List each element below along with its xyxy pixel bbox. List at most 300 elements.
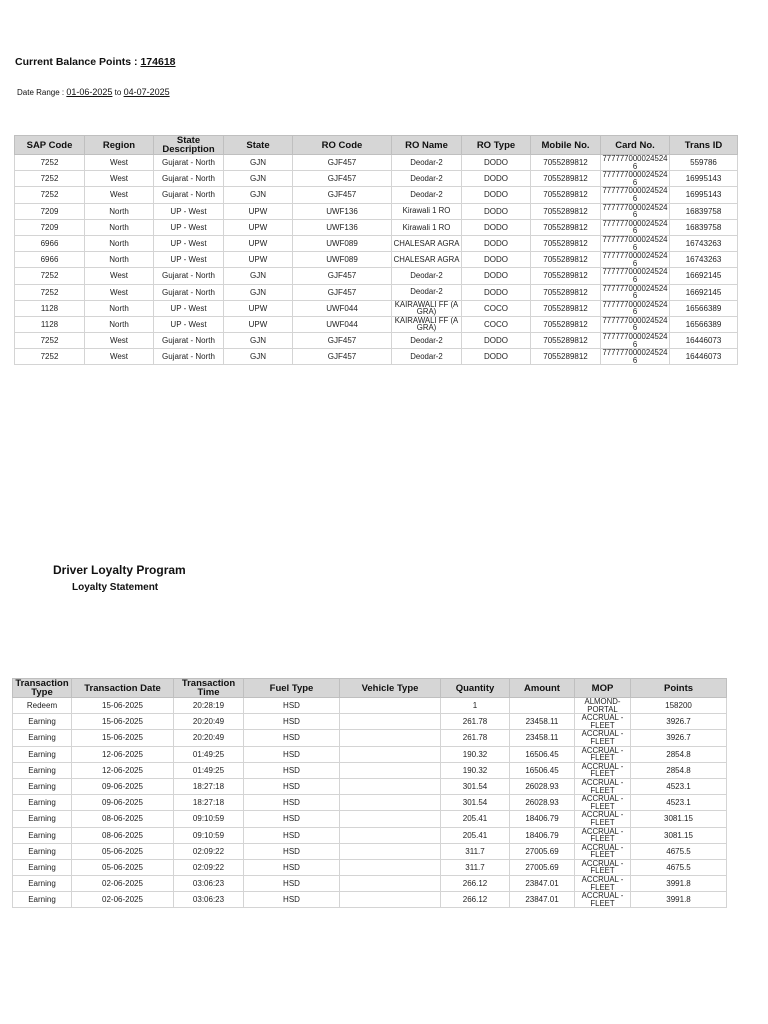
ro-table-cell: 7055289812 <box>531 316 601 332</box>
ro-table-cell: Gujarat - North <box>154 171 224 187</box>
txn-table-cell: 09-06-2025 <box>72 778 174 794</box>
ro-table-header-cell: Mobile No. <box>531 136 601 155</box>
txn-table-body <box>13 698 727 908</box>
ro-table-cell: West <box>85 268 154 284</box>
txn-table-header-cell: Quantity <box>441 679 510 698</box>
txn-table-cell: 26028.93 <box>510 795 575 811</box>
ro-table-cell: 7777770000245246 <box>602 316 668 333</box>
ro-table-cell: 16566389 <box>670 300 738 316</box>
txn-table-cell: HSD <box>244 730 340 746</box>
txn-table-cell: 02:09:22 <box>174 859 244 875</box>
ro-table-header-cell: Card No. <box>601 136 670 155</box>
txn-table-header-cell: Transaction Date <box>72 679 174 698</box>
ro-table-cell: 16692145 <box>670 268 738 284</box>
ro-table-cell: Deodar-2 <box>392 284 462 300</box>
txn-table-cell: 4675.5 <box>631 843 727 859</box>
txn-table-cell: 301.54 <box>441 795 510 811</box>
txn-table-cell: 3991.8 <box>631 876 727 892</box>
ro-table-header-cell: RO Type <box>462 136 531 155</box>
txn-table-cell: 03:06:23 <box>174 892 244 908</box>
ro-table-cell: UWF136 <box>293 219 392 235</box>
txn-table-cell: Earning <box>13 876 72 892</box>
txn-table-cell: 15-06-2025 <box>72 730 174 746</box>
loyalty-statement-table <box>12 678 727 908</box>
ro-table-header-cell: RO Name <box>392 136 462 155</box>
table-row <box>13 795 727 811</box>
ro-table-cell: DODO <box>462 219 531 235</box>
txn-table-cell: 15-06-2025 <box>72 698 174 714</box>
ro-table-cell: GJN <box>224 171 293 187</box>
table-row <box>15 235 738 251</box>
balance-label: Current Balance Points <box>15 56 132 68</box>
txn-table-cell: 205.41 <box>441 827 510 843</box>
txn-table-cell: 3081.15 <box>631 811 727 827</box>
txn-table-cell: ACCRUAL - FLEET <box>575 714 631 730</box>
ro-table-cell: 7777770000245246 <box>602 300 668 317</box>
txn-table-cell <box>340 746 441 762</box>
ro-table-body <box>15 155 738 365</box>
txn-table-cell: 190.32 <box>441 746 510 762</box>
ro-table-cell: West <box>85 155 154 171</box>
ro-table-cell: DODO <box>462 268 531 284</box>
table-row <box>13 746 727 762</box>
balance-separator: : <box>134 56 138 68</box>
ro-table-cell: UPW <box>224 219 293 235</box>
txn-table-cell: ACCRUAL - FLEET <box>575 795 631 811</box>
ro-table-cell: UP - West <box>154 203 224 219</box>
txn-table-header-cell: Vehicle Type <box>340 679 441 698</box>
ro-table-cell: 7252 <box>15 284 85 300</box>
ro-table-cell: UP - West <box>154 252 224 268</box>
ro-table-cell: 7209 <box>15 203 85 219</box>
ro-table-cell: 7252 <box>15 349 85 365</box>
ro-table-cell: 7055289812 <box>531 300 601 316</box>
ro-table-cell: Deodar-2 <box>392 268 462 284</box>
txn-table-cell: ACCRUAL - FLEET <box>575 762 631 778</box>
ro-table-cell: 7777770000245246 <box>602 203 668 220</box>
txn-table-cell: 15-06-2025 <box>72 714 174 730</box>
ro-table-cell: 7252 <box>15 333 85 349</box>
txn-table-cell: 01:49:25 <box>174 746 244 762</box>
ro-table-cell: UPW <box>224 235 293 251</box>
ro-table-header-cell: RO Code <box>293 136 392 155</box>
txn-table-cell: 09:10:59 <box>174 811 244 827</box>
table-row <box>15 187 738 203</box>
txn-table-cell: 26028.93 <box>510 778 575 794</box>
txn-table-header-row <box>13 679 727 698</box>
txn-table-cell: HSD <box>244 811 340 827</box>
txn-table-cell: ALMOND-PORTAL <box>575 698 631 714</box>
ro-table-cell: DODO <box>462 333 531 349</box>
txn-table-cell <box>340 843 441 859</box>
ro-table-cell: Gujarat - North <box>154 284 224 300</box>
ro-table-cell: UWF044 <box>293 316 392 332</box>
txn-table-cell: Earning <box>13 730 72 746</box>
ro-table-cell: 7055289812 <box>531 187 601 203</box>
ro-table-cell: 16995143 <box>670 187 738 203</box>
txn-table-cell: 4523.1 <box>631 778 727 794</box>
txn-table-cell: 23847.01 <box>510 876 575 892</box>
date-range-to: 04-07-2025 <box>123 87 170 97</box>
table-row <box>15 252 738 268</box>
ro-table-cell: 16566389 <box>670 316 738 332</box>
txn-table-cell: 266.12 <box>441 892 510 908</box>
txn-table-cell: 190.32 <box>441 762 510 778</box>
txn-table-cell: Earning <box>13 892 72 908</box>
txn-table-cell: HSD <box>244 876 340 892</box>
ro-table-cell: 7055289812 <box>531 252 601 268</box>
txn-table-cell: 4675.5 <box>631 859 727 875</box>
txn-table-cell: 08-06-2025 <box>72 811 174 827</box>
date-range-from: 01-06-2025 <box>66 87 113 97</box>
table-row <box>15 171 738 187</box>
ro-table-cell: North <box>85 235 154 251</box>
table-row <box>15 203 738 219</box>
table-row <box>15 284 738 300</box>
ro-table-cell: UWF089 <box>293 235 392 251</box>
ro-table-cell: DODO <box>462 155 531 171</box>
txn-table-header-cell: MOP <box>575 679 631 698</box>
ro-table-cell: CHALESAR AGRA <box>392 252 462 268</box>
ro-table-cell: GJF457 <box>293 333 392 349</box>
txn-table-cell: ACCRUAL - FLEET <box>575 859 631 875</box>
ro-table-cell: 16743263 <box>670 235 738 251</box>
date-range-label: Date Range : <box>17 88 65 97</box>
ro-table-cell: 7777770000245246 <box>602 170 668 187</box>
ro-table-cell: West <box>85 284 154 300</box>
ro-table-cell: 7055289812 <box>531 155 601 171</box>
ro-table-cell: DODO <box>462 349 531 365</box>
ro-table-cell: Gujarat - North <box>154 333 224 349</box>
ro-table-header-cell: State Description <box>154 136 224 155</box>
txn-table-cell: 09:10:59 <box>174 827 244 843</box>
table-row <box>13 730 727 746</box>
txn-table-cell: ACCRUAL - FLEET <box>575 843 631 859</box>
ro-table-cell: 16446073 <box>670 333 738 349</box>
txn-table-cell: ACCRUAL - FLEET <box>575 811 631 827</box>
ro-table-cell: DODO <box>462 252 531 268</box>
ro-table-cell: 7777770000245246 <box>602 284 668 301</box>
txn-table-cell: 23458.11 <box>510 730 575 746</box>
ro-table-cell: North <box>85 219 154 235</box>
ro-table-cell: CHALESAR AGRA <box>392 235 462 251</box>
table-row <box>13 843 727 859</box>
statement-title: Loyalty Statement <box>72 582 159 593</box>
txn-table-cell: ACCRUAL - FLEET <box>575 778 631 794</box>
txn-table-cell <box>340 827 441 843</box>
txn-table-cell: 23847.01 <box>510 892 575 908</box>
txn-table-cell: Earning <box>13 714 72 730</box>
txn-table-cell: Earning <box>13 762 72 778</box>
txn-table-cell: 2854.8 <box>631 762 727 778</box>
txn-table-cell: Earning <box>13 811 72 827</box>
ro-table-cell: UP - West <box>154 316 224 332</box>
ro-table-cell: 1128 <box>15 316 85 332</box>
txn-table-cell <box>340 698 441 714</box>
ro-table-header-cell: State <box>224 136 293 155</box>
ro-table-cell: DODO <box>462 284 531 300</box>
ro-table-cell: Gujarat - North <box>154 268 224 284</box>
ro-table-cell: West <box>85 333 154 349</box>
txn-table-cell: Redeem <box>13 698 72 714</box>
txn-table-cell <box>340 714 441 730</box>
txn-table-cell: 02:09:22 <box>174 843 244 859</box>
txn-table-header-cell: Fuel Type <box>244 679 340 698</box>
ro-table-cell: 7777770000245246 <box>602 235 668 252</box>
ro-table-cell: GJN <box>224 268 293 284</box>
ro-table-cell: GJN <box>224 333 293 349</box>
txn-table-cell <box>340 859 441 875</box>
txn-table-cell: 261.78 <box>441 730 510 746</box>
txn-table-cell: 23458.11 <box>510 714 575 730</box>
ro-transactions-table <box>14 135 738 365</box>
table-row <box>13 811 727 827</box>
ro-table-cell: 7055289812 <box>531 349 601 365</box>
table-row <box>13 892 727 908</box>
txn-table-cell: 12-06-2025 <box>72 746 174 762</box>
table-row <box>13 698 727 714</box>
ro-table-cell: 7777770000245246 <box>602 154 668 171</box>
ro-table-cell: 7777770000245246 <box>602 186 668 203</box>
txn-table-cell: Earning <box>13 843 72 859</box>
ro-table-cell: UP - West <box>154 300 224 316</box>
txn-table-cell: 27005.69 <box>510 859 575 875</box>
ro-table-cell: 7252 <box>15 268 85 284</box>
txn-table-cell: HSD <box>244 762 340 778</box>
txn-table-cell: 16506.45 <box>510 746 575 762</box>
table-row <box>13 762 727 778</box>
ro-table-header-cell: SAP Code <box>15 136 85 155</box>
ro-table-cell: COCO <box>462 316 531 332</box>
txn-table-header-cell: Transaction Type <box>13 679 72 698</box>
ro-table-cell: 7252 <box>15 155 85 171</box>
txn-table-cell: 205.41 <box>441 811 510 827</box>
ro-table-cell: GJN <box>224 155 293 171</box>
ro-table-cell: UWF089 <box>293 252 392 268</box>
txn-table-cell: ACCRUAL - FLEET <box>575 827 631 843</box>
ro-table-header-cell: Trans ID <box>670 136 738 155</box>
ro-table-cell: DODO <box>462 235 531 251</box>
txn-table-header-cell: Transaction Time <box>174 679 244 698</box>
ro-table-cell: Gujarat - North <box>154 187 224 203</box>
txn-table-cell: ACCRUAL - FLEET <box>575 892 631 908</box>
ro-table-cell: 7055289812 <box>531 268 601 284</box>
txn-table-header-cell: Amount <box>510 679 575 698</box>
txn-table-cell: HSD <box>244 714 340 730</box>
ro-table-header-row <box>15 136 738 155</box>
ro-table-cell: North <box>85 252 154 268</box>
txn-table-cell <box>340 892 441 908</box>
txn-table-cell: HSD <box>244 795 340 811</box>
txn-table-cell: 05-06-2025 <box>72 859 174 875</box>
ro-table-cell: 7055289812 <box>531 171 601 187</box>
ro-table-cell: 6966 <box>15 252 85 268</box>
ro-table-cell: GJF457 <box>293 284 392 300</box>
table-row <box>13 827 727 843</box>
txn-table-cell: 3926.7 <box>631 714 727 730</box>
txn-table-cell: 09-06-2025 <box>72 795 174 811</box>
txn-table-cell: HSD <box>244 778 340 794</box>
ro-table-cell: UP - West <box>154 235 224 251</box>
table-row <box>13 876 727 892</box>
ro-table-cell: COCO <box>462 300 531 316</box>
txn-table-cell <box>340 778 441 794</box>
txn-table-cell: 12-06-2025 <box>72 762 174 778</box>
table-row <box>15 219 738 235</box>
table-row <box>15 333 738 349</box>
table-row <box>15 349 738 365</box>
ro-table-cell: West <box>85 171 154 187</box>
txn-table-cell: 18406.79 <box>510 811 575 827</box>
txn-table-cell <box>340 730 441 746</box>
txn-table-cell: 05-06-2025 <box>72 843 174 859</box>
txn-table-cell: 18406.79 <box>510 827 575 843</box>
txn-table-cell: HSD <box>244 892 340 908</box>
ro-table-cell: 16692145 <box>670 284 738 300</box>
txn-table-cell: 03:06:23 <box>174 876 244 892</box>
ro-table-cell: 7055289812 <box>531 333 601 349</box>
table-row <box>13 859 727 875</box>
table-row <box>13 714 727 730</box>
table-row <box>15 300 738 316</box>
txn-table-cell <box>340 795 441 811</box>
ro-table-cell: GJF457 <box>293 268 392 284</box>
ro-table-cell: GJF457 <box>293 349 392 365</box>
ro-table-cell: UPW <box>224 203 293 219</box>
txn-table-cell: HSD <box>244 859 340 875</box>
txn-table-cell: 261.78 <box>441 714 510 730</box>
ro-table-cell: DODO <box>462 171 531 187</box>
txn-table-cell: ACCRUAL - FLEET <box>575 876 631 892</box>
ro-table-cell: 7777770000245246 <box>602 219 668 236</box>
ro-table-cell: GJN <box>224 284 293 300</box>
txn-table-cell <box>340 876 441 892</box>
txn-table-cell: 266.12 <box>441 876 510 892</box>
ro-table-cell: 16839758 <box>670 203 738 219</box>
balance-value: 174618 <box>140 56 176 68</box>
table-row <box>13 778 727 794</box>
txn-table-cell: 02-06-2025 <box>72 876 174 892</box>
txn-table-cell: HSD <box>244 746 340 762</box>
date-range-to-word: to <box>114 88 122 97</box>
ro-table-cell: 7252 <box>15 171 85 187</box>
ro-table-cell: UP - West <box>154 219 224 235</box>
ro-table-cell: West <box>85 187 154 203</box>
ro-table-cell: GJF457 <box>293 155 392 171</box>
txn-table-cell: 2854.8 <box>631 746 727 762</box>
ro-table-cell: DODO <box>462 187 531 203</box>
ro-table-cell: UWF136 <box>293 203 392 219</box>
ro-table-header-cell: Region <box>85 136 154 155</box>
txn-table-cell: Earning <box>13 746 72 762</box>
txn-table-cell: 3991.8 <box>631 892 727 908</box>
ro-table-cell: 16446073 <box>670 349 738 365</box>
txn-table-cell: 301.54 <box>441 778 510 794</box>
txn-table-cell: ACCRUAL - FLEET <box>575 730 631 746</box>
ro-table-cell: 7777770000245246 <box>602 332 668 349</box>
ro-table-cell: UPW <box>224 316 293 332</box>
ro-table-cell: North <box>85 203 154 219</box>
ro-table-cell: 1128 <box>15 300 85 316</box>
current-balance <box>15 56 176 68</box>
ro-table-cell: Deodar-2 <box>392 187 462 203</box>
txn-table-cell: 311.7 <box>441 843 510 859</box>
ro-table-cell: UPW <box>224 252 293 268</box>
txn-table-cell: 3926.7 <box>631 730 727 746</box>
ro-table-cell: UWF044 <box>293 300 392 316</box>
ro-table-cell: Gujarat - North <box>154 349 224 365</box>
txn-table-cell: ACCRUAL - FLEET <box>575 746 631 762</box>
txn-table-cell: 158200 <box>631 698 727 714</box>
ro-table-cell: 16743263 <box>670 252 738 268</box>
table-row <box>15 268 738 284</box>
txn-table-cell: Earning <box>13 859 72 875</box>
txn-table-cell: 3081.15 <box>631 827 727 843</box>
ro-table-cell: 6966 <box>15 235 85 251</box>
txn-table-cell <box>510 698 575 714</box>
ro-table-cell: UPW <box>224 300 293 316</box>
txn-table-cell: 20:28:19 <box>174 698 244 714</box>
txn-table-cell <box>340 762 441 778</box>
txn-table-cell: 18:27:18 <box>174 795 244 811</box>
txn-table-cell: 20:20:49 <box>174 714 244 730</box>
txn-table-cell: 18:27:18 <box>174 778 244 794</box>
ro-table-cell: GJF457 <box>293 171 392 187</box>
txn-table-cell: 1 <box>441 698 510 714</box>
ro-table-cell: Deodar-2 <box>392 349 462 365</box>
ro-table-cell: Deodar-2 <box>392 171 462 187</box>
ro-table-cell: 7055289812 <box>531 284 601 300</box>
ro-table-cell: 559786 <box>670 155 738 171</box>
ro-table-cell: Gujarat - North <box>154 155 224 171</box>
ro-table-cell: 7777770000245246 <box>602 348 668 365</box>
ro-table-cell: 16839758 <box>670 219 738 235</box>
txn-table-cell: HSD <box>244 827 340 843</box>
ro-table-cell: Deodar-2 <box>392 155 462 171</box>
txn-table-cell: HSD <box>244 843 340 859</box>
txn-table-cell: HSD <box>244 698 340 714</box>
ro-table-cell: 7777770000245246 <box>602 267 668 284</box>
ro-table-cell: North <box>85 316 154 332</box>
ro-table-cell: 7055289812 <box>531 235 601 251</box>
txn-table-cell <box>340 811 441 827</box>
ro-table-cell: North <box>85 300 154 316</box>
ro-table-cell: KAIRAWALI FF (AGRA) <box>392 300 462 316</box>
ro-table-cell: West <box>85 349 154 365</box>
ro-table-cell: Deodar-2 <box>392 333 462 349</box>
ro-table-cell: Kirawali 1 RO <box>392 219 462 235</box>
txn-table-cell: 16506.45 <box>510 762 575 778</box>
txn-table-cell: 4523.1 <box>631 795 727 811</box>
txn-table-cell: 02-06-2025 <box>72 892 174 908</box>
ro-table-cell: KAIRAWALI FF (AGRA) <box>392 316 462 332</box>
date-range <box>17 87 170 97</box>
ro-table-cell: 7055289812 <box>531 203 601 219</box>
txn-table-cell: Earning <box>13 827 72 843</box>
ro-table-cell: GJN <box>224 187 293 203</box>
txn-table-cell: 20:20:49 <box>174 730 244 746</box>
ro-table-cell: DODO <box>462 203 531 219</box>
ro-table-cell: 7055289812 <box>531 219 601 235</box>
ro-table-cell: 7252 <box>15 187 85 203</box>
ro-table-cell: 7209 <box>15 219 85 235</box>
ro-table-cell: Kirawali 1 RO <box>392 203 462 219</box>
table-row <box>15 155 738 171</box>
txn-table-cell: Earning <box>13 795 72 811</box>
program-title: Driver Loyalty Program <box>53 563 186 577</box>
ro-table-cell: GJN <box>224 349 293 365</box>
txn-table-cell: 311.7 <box>441 859 510 875</box>
